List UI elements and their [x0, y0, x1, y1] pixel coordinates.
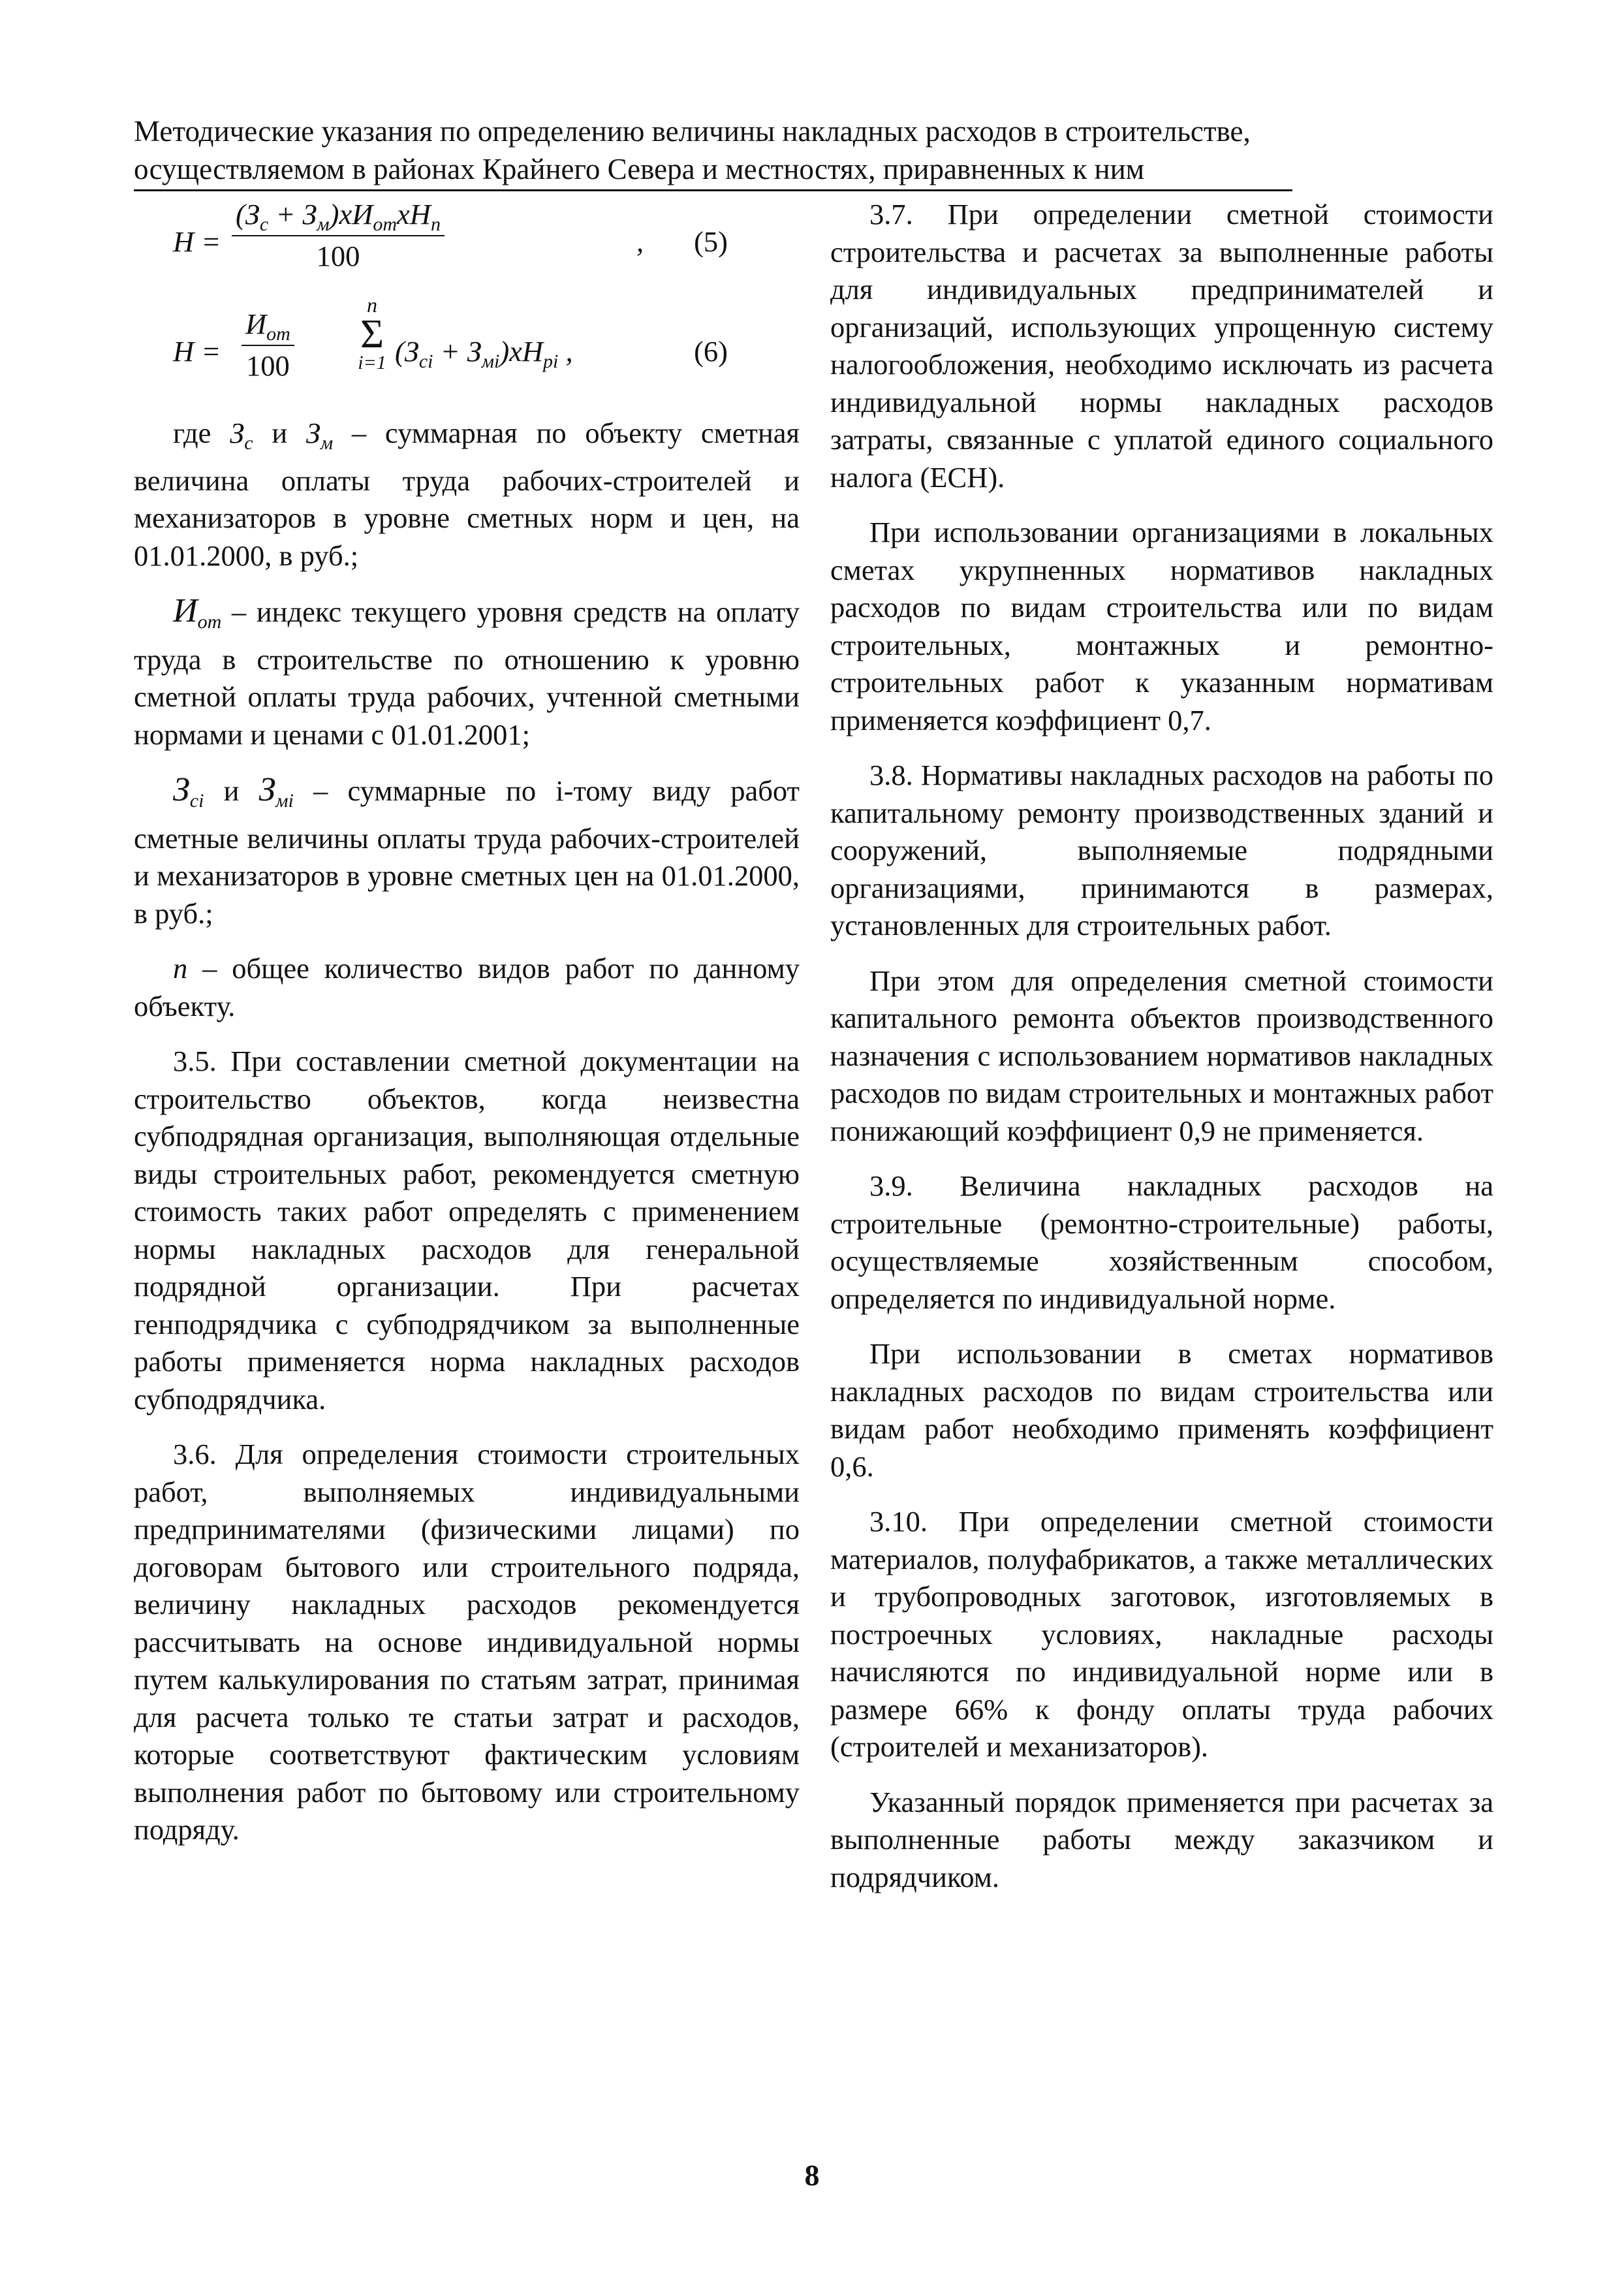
definition-term: $З_{сi}$ и $З_{мi}$: [173, 771, 294, 812]
header-line-2: осуществляемом в районах Крайнего Севера и местностях, приравненных к ним: [134, 153, 1145, 185]
paragraph-3-5: 3.5. При составлении сметной документации на строительство объектов, когда неизвестна субподрядная организация, выполняющая отдельные виды строительных работ, рекомендуется сметную стоимость таких работ определять с применением нормы накладных расходов для генеральной подрядной организации. При расчетах генподрядчика с субподрядчиком за выполненные работы применяется норма накладных расходов субподрядчика.: [134, 1045, 800, 1415]
formula-5: [134, 196, 800, 294]
definition-text: – суммарные по i-тому виду работ сметные величины оплаты труда рабочих-строителей и механизаторов в уровне сметных цен на 01.01.2000, в руб.;: [134, 774, 800, 930]
formula-5-lhs: Н =: [173, 225, 221, 258]
paragraph-settlement-order: Указанный порядок применяется при расчетах за выполненные работы между заказчиком и подрядчиком.: [830, 1785, 1493, 1893]
formula-6-lhs: Н =: [173, 335, 221, 368]
formula-5-denominator: 100: [316, 239, 360, 272]
formula-6-denominator: 100: [246, 349, 290, 382]
definition-text: – общее количество видов работ по данному объекту.: [134, 952, 800, 1022]
definition-item: [134, 771, 800, 932]
definition-term: n: [173, 952, 188, 985]
left-column: [134, 196, 800, 1867]
formula-5-fraction: [232, 196, 445, 275]
definition-item: [134, 415, 800, 575]
paragraph-coefficient-0-9: При этом для определения сметной стоимости капитального ремонта объектов производственного назначения с использованием нормативов накладных расходов по видам строительных и монтажных работ понижающий коэффициент 0,9 не применяется.: [830, 964, 1493, 1147]
right-column: [830, 196, 1493, 1914]
paragraph-coefficient-0-7: При использовании организациями в локальных сметах укрупненных нормативов накладных расходов по видам строительства или по видам строительных, монтажных и ремонтно-строительных работ к указанным нормативам применяется коэффициент 0,7.: [830, 516, 1493, 736]
paragraph-3-10: 3.10. При определении сметной стоимости материалов, полуфабрикатов, а также металлических и трубопроводных заготовок, изготовляемых в построечных условиях, накладные расходы начисляются по индивидуальной норме или в размере 66% к фонду оплаты труда рабочих (строителей и механизаторов).: [830, 1505, 1493, 1763]
formula-5-numerator: $(З_с + З_м)хИ_{от}хН_n$: [232, 196, 445, 236]
sum-upper-limit: n: [367, 293, 377, 317]
sum-operator: [352, 294, 392, 373]
formula-6-numerator: $И_{от}$: [242, 306, 294, 346]
sum-lower-limit: i=1: [358, 352, 386, 373]
formula-6: [134, 294, 800, 415]
page-number: 8: [804, 2159, 820, 2192]
paragraph-3-6: 3.6. Для определения стоимости строительных работ, выполняемых индивидуальными предпринимателями (физическими лицами) по договорам бытового или строительного подряда, величину накладных расходов рекомендуется рассчитывать на основе индивидуальной нормы путем калькулирования по статьям затрат, принимая для расчета только те статьи затрат и расходов, которые соответствуют фактическим условиям выполнения работ по бытовому или строительному подряду.: [134, 1438, 800, 1846]
paragraph-coefficient-0-6: При использовании в сметах нормативов накладных расходов по видам строительства или видам работ необходимо применять коэффициент 0,6.: [830, 1337, 1493, 1483]
sigma-symbol: Σ: [360, 312, 384, 356]
definition-term: где $З_с$ и $З_м$: [173, 417, 334, 454]
definition-text: – индекс текущего уровня средств на оплату труда в строительстве по отношению к уровню сметной оплаты труда рабочих, учтенной сметными нормами и ценами с 01.01.2001;: [134, 595, 800, 751]
header-line-1: Методические указания по определению величины накладных расходов в строительстве,: [134, 115, 1251, 148]
definition-item: [134, 950, 800, 1025]
paragraph-3-7: 3.7. При определении сметной стоимости строительства и расчетах за выполненные работы для индивидуальных предпринимателей и организаций, использующих упрощенную систему налогообложения, необходимо исключать из расчета индивидуальной нормы накладных расходов затраты, связанные с уплатой единого социального налога (ЕСН).: [830, 198, 1493, 494]
definition-text: – суммарная по объекту сметная величина оплаты труда рабочих-строителей и механизаторов в уровне сметных норм и цен, на 01.01.2000, в руб.;: [134, 417, 800, 572]
formula-5-number: (5): [694, 225, 728, 258]
formula-6-fraction: [242, 306, 294, 385]
paragraph-3-8: 3.8. Нормативы накладных расходов на работы по капитальному ремонту производственных зданий и сооружений, выполняемые подрядными организациями, принимаются в размерах, установленных для строительных работ.: [830, 759, 1493, 941]
variable-definitions: [134, 415, 800, 1025]
paragraph-3-9: 3.9. Величина накладных расходов на строительные (ремонтно-строительные) работы, осуществляемые хозяйственным способом, определяется по индивидуальной норме.: [830, 1169, 1493, 1315]
definition-term: $И_{от}$: [173, 592, 222, 633]
definition-item: [134, 592, 800, 753]
formula-6-body: $(З_{сi} + З_{мi})хН_{pi}$ ,: [395, 335, 573, 372]
running-header: [134, 112, 1292, 191]
formula-5-comma: ,: [636, 225, 644, 258]
formula-6-number: (6): [694, 335, 728, 368]
